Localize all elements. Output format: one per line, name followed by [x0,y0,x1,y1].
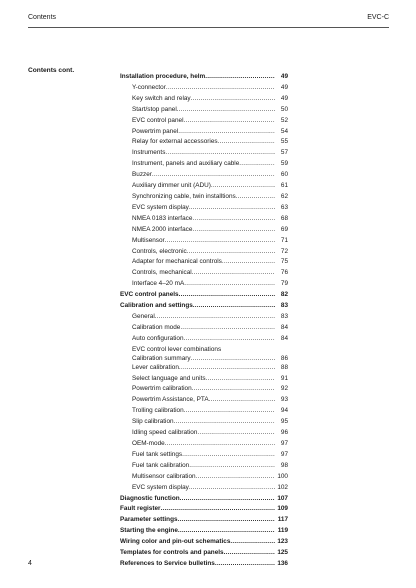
toc-entry-title: OEM-mode [132,440,165,447]
toc-entry [120,137,288,148]
toc-entry-title: Select language and units [132,374,206,382]
toc-entry-page: 84 [280,334,288,342]
toc-entry-page: 98 [280,461,288,469]
toc-entry-title: EVC control panels [120,291,179,299]
toc-entry-page: 82 [280,291,288,299]
toc-entry-page: 83 [280,312,288,320]
toc-entry [120,214,288,225]
toc-entry [120,181,288,192]
toc-entry-title: EVC system display [132,483,189,491]
toc-dot-leader [193,301,275,312]
toc-dot-leader [187,247,275,258]
toc-entry [120,105,288,116]
header-document-code: EVC-C [367,14,389,21]
toc-entry-title: NMEA 2000 interface [132,225,193,233]
toc-entry-title: Calibration and settings [120,302,193,310]
toc-dot-leader [205,72,275,83]
toc-dot-leader [222,257,275,268]
toc-entry-page: 49 [280,73,288,80]
toc-entry [120,127,288,138]
toc-entry-title: Multisensor [132,236,165,244]
toc-dot-leader [215,559,275,570]
toc-dot-leader [178,127,275,138]
toc-dot-leader [189,461,275,472]
toc-entry [120,334,288,345]
toc-dot-leader [209,395,275,406]
toc-entry [120,148,288,159]
toc-entry [120,439,288,450]
toc-entry [120,363,288,374]
toc-entry-title: Y-connector [132,83,166,91]
toc-dot-leader [184,334,275,345]
toc-entry-title-line: EVC control lever combinations [132,345,222,353]
toc-entry [120,537,288,548]
toc-entry-page: 109 [277,505,288,513]
toc-entry-title: Controls, mechanical [132,269,192,277]
toc-entry-title: NMEA 0183 interface [132,214,193,222]
toc-entry [120,159,288,170]
toc-dot-leader [191,354,275,363]
toc-entry-page: 52 [280,116,288,124]
toc-entry-page: 88 [280,363,288,371]
toc-entry-page: 86 [280,354,288,362]
toc-dot-leader [192,214,275,225]
toc-dot-leader [211,181,275,192]
toc-entry [120,428,288,439]
toc-entry-page: 100 [277,472,288,480]
toc-entry [120,354,288,363]
toc-entry-page: 75 [280,258,288,266]
toc-entry-page: 71 [280,236,288,244]
toc-dot-leader [239,159,275,170]
toc-entry-page: 79 [280,280,288,288]
toc-entry-title: Relay for external accessories [132,138,218,146]
toc-entry [120,279,288,290]
toc-entry-title: General [132,312,155,320]
toc-entry-title: Controls, electronic [132,247,187,255]
toc-dot-leader [180,494,275,505]
toc-entry-page: 92 [280,385,288,393]
toc-entry-title: Trolling calibration [132,407,184,415]
toc-dot-leader [196,472,275,483]
toc-entry [120,312,288,323]
toc-entry [120,225,288,236]
toc-entry-page: 93 [280,396,288,404]
toc-entry-page: 96 [280,429,288,437]
toc-entry [120,301,288,312]
toc-dot-leader [180,323,275,334]
header-divider [28,27,389,28]
toc-entry-title: Auto configuration [132,334,184,342]
toc-entry [120,236,288,247]
toc-entry [120,548,288,559]
toc-entry-page: 57 [280,149,288,157]
toc-dot-leader [165,148,275,159]
toc-dot-leader [191,94,275,105]
toc-entry-page: 107 [277,494,288,502]
toc-entry-page: 54 [280,127,288,135]
toc-entry-page: 123 [277,538,288,546]
toc-entry-title: Instruments [132,149,166,157]
toc-entry-page: 68 [280,214,288,222]
toc-dot-leader [177,105,275,116]
toc-dot-leader [155,312,275,323]
toc-dot-leader [166,83,275,94]
toc-entry-title: Wiring color and pin-out schematics [120,538,231,546]
toc-entry-page: 69 [280,225,288,233]
toc-entry-page: 97 [280,440,288,447]
toc-dot-leader [218,137,275,148]
toc-entry [120,192,288,203]
toc-entry [120,494,288,505]
toc-dot-leader [179,363,275,374]
toc-entry-page: 94 [280,407,288,415]
toc-entry-title: Auxiliary dimmer unit (ADU) [132,182,211,190]
toc-entry-title: Fuel tank calibration [132,461,190,469]
toc-dot-leader [184,116,275,127]
toc-entry [120,472,288,483]
toc-entry [120,515,288,526]
toc-dot-leader [178,515,275,526]
toc-entry-page: 119 [277,527,288,535]
toc-entry-title: Key switch and relay [132,94,191,102]
toc-entry [120,257,288,268]
toc-entry-page: 91 [280,374,288,382]
toc-entry-page: 55 [280,138,288,146]
toc-entry-title: Fault register [120,505,161,513]
toc-entry-page: 125 [277,549,288,557]
toc-dot-leader [224,548,275,559]
toc-dot-leader [189,203,275,214]
toc-entry [120,83,288,94]
toc-entry-title: Adapter for mechanical controls [132,258,222,266]
toc-entry-page: 136 [277,559,288,567]
toc-entry-title: Synchronizing cable, twin installtions [132,192,236,200]
toc-entry-title: Starting the engine [120,527,178,535]
toc-entry-page: 61 [280,182,288,190]
toc-entry [120,323,288,334]
toc-entry [120,559,288,570]
toc-entry-title: Templates for controls and panels [120,549,224,557]
toc-entry-title: Installation procedure, helm [120,73,206,80]
toc-entry-page: 76 [280,269,288,277]
toc-dot-leader [192,384,275,395]
toc-entry-title: Powertrim Assistance, PTA [132,396,209,404]
toc-entry-title: EVC system display [132,203,189,211]
toc-entry-page: 95 [280,418,288,426]
toc-entry [120,504,288,515]
toc-entry-page: 49 [280,94,288,102]
toc-entry [120,450,288,461]
toc-entry [120,406,288,417]
toc-dot-leader [206,374,275,385]
toc-entry-title: Parameter settings [120,516,178,524]
toc-entry-page: 62 [280,192,288,200]
toc-entry-title: Powertrim panel [132,127,179,135]
toc-entry-title: Calibration mode [132,323,181,331]
toc-entry [120,374,288,385]
toc-entry [120,247,288,258]
section-heading: Contents cont. [28,67,75,74]
toc-entry-title: Instrument, panels and auxiliary cable [132,160,240,168]
toc-entry [120,417,288,428]
toc-entry-page: 49 [280,83,288,91]
toc-entry-title: EVC control panel [132,116,184,124]
page-number: 4 [28,560,32,567]
toc-dot-leader [165,236,275,247]
header-section-title: Contents [28,14,57,21]
toc-entry-title: Fuel tank settings [132,450,183,458]
toc-dot-leader [189,483,275,494]
toc-entry-title: Buzzer [132,171,152,179]
toc-entry-page: 84 [280,323,288,331]
toc-dot-leader [152,170,275,181]
toc-entry-page: 97 [280,450,288,458]
toc-entry-title: Diagnostic function [120,494,180,502]
toc-dot-leader [197,428,275,439]
toc-entry-page: 50 [280,105,288,113]
toc-dot-leader [192,225,275,236]
toc-entry-page: 102 [277,483,288,491]
toc-dot-leader [165,439,275,450]
toc-entry [120,94,288,105]
toc-entry [120,203,288,214]
toc-entry [120,395,288,406]
toc-entry [120,290,288,301]
toc-entry-page: 117 [277,516,288,524]
toc-entry-page: 60 [280,171,288,179]
toc-dot-leader [182,450,275,461]
toc-entry-title: Lever calibration [132,363,179,371]
toc-entry-title: Calibration summary [132,354,191,362]
toc-entry [120,384,288,395]
toc-entry-title: Start/stop panel [132,105,177,113]
toc-entry-title: Slip calibration [132,418,174,426]
toc-entry [120,483,288,494]
toc-dot-leader [184,406,275,417]
toc-entry-title: Powertrim calibration [132,385,192,393]
toc-dot-leader [230,537,275,548]
toc-dot-leader [179,290,275,301]
toc-entry [120,72,288,83]
toc-entry [120,526,288,537]
toc-dot-leader [236,192,275,203]
toc-entry-title: Interface 4–20 mA [132,280,185,288]
toc-dot-leader [178,526,275,537]
toc-entry [120,461,288,472]
toc-entry [120,268,288,279]
toc-entry-title: References to Service bulletins [120,559,215,567]
toc-dot-leader [184,279,275,290]
toc-entry [120,116,288,127]
toc-dot-leader [161,504,276,515]
toc-entry-title: Multisensor calibration [132,472,196,480]
toc-entry-page: 63 [280,203,288,211]
toc-entry-page: 59 [280,160,288,168]
toc-entry [120,170,288,181]
toc-entry-page: 83 [280,302,288,310]
table-of-contents [120,72,288,570]
toc-entry-title: Idling speed calibration [132,429,198,437]
toc-entry-page: 72 [280,247,288,255]
toc-dot-leader [174,417,275,428]
toc-dot-leader [192,268,275,279]
